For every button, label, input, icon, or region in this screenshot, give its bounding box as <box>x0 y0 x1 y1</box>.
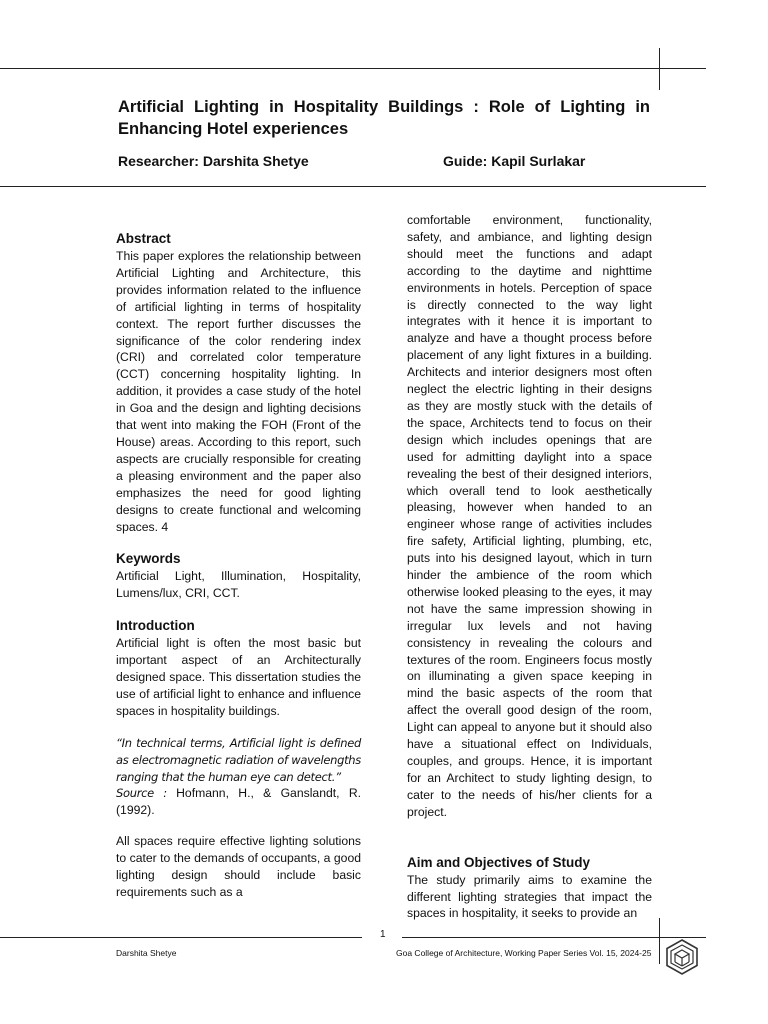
footer-series: Goa College of Architecture, Working Paper Series Vol. 15, 2024-25 <box>396 948 652 958</box>
keywords-heading: Keywords <box>116 551 181 567</box>
aim-heading: Aim and Objectives of Study <box>407 854 591 870</box>
abstract-text: This paper explores the relationship between Artificial Lighting and Architecture, this provides information related to the influence of artificial lighting in terms of hospitality context. The report further discusses the significance of the color rendering index (CRI) and correlated color temperature (CCT) concerning hospitality lighting. In addition, it provides a case study of the hotel in Goa and the design and lighting decisions that went into making the FOH (Front of the House) areas. According to this report, such aspects are crucially responsible for creating a pleasing environment and the paper also emphasizes the need for good lighting designs to create functional and welcoming spaces. 4 <box>116 249 361 534</box>
footer-rule-right <box>402 937 706 938</box>
header-bottom-rule <box>0 186 706 187</box>
footer-author: Darshita Shetye <box>116 948 177 958</box>
paper-title: Artificial Lighting in Hospitality Buildings : Role of Lighting in Enhancing Hotel experiences <box>118 98 650 138</box>
introduction-heading: Introduction <box>116 618 195 634</box>
definition-quote: “In technical terms, Artificial light is defined as electromagnetic radiation of wavelengths ranging that the human eye can detect.” <box>116 735 361 784</box>
abstract-heading: Abstract <box>116 231 171 246</box>
footer-rule-left <box>0 937 362 938</box>
guide-name: Guide: Kapil Surlakar <box>443 153 586 169</box>
researcher-name: Researcher: Darshita Shetye <box>118 153 309 169</box>
right-column <box>407 212 652 922</box>
source-label: Source : <box>116 786 167 801</box>
introduction-continuation-text: comfortable environment, functionality, safety, and ambiance, and lighting design should meet the functions and adapt according to the daytime and nighttime environments in hotels. Perception of space is directly connected to the way light integrates with it hence it is important to analyze and have a thought process before placement of any light fixtures in a building. Architects and interior designers most often neglect the electric lighting in their designs as they are mostly stuck with the details of the space, Architects tend to focus on their design which includes openings that are used for admitting daylight into a space revealing the best of their designed interiors, which overall tend to look aesthetically pleasing, however when handed to an engineer whose range of activities includes fire safety, Artificial lighting, plumbing, etc, puts into his designed layout, which in turn hinder the ambience of the room which otherwise looked pleasing to the eyes, it may not have the same impression showing in irregular lux levels and not having consistency in revealing the colours and textures of the room. Engineers focus mostly on illuminating a given space keeping in mind the basic aspects of the room that affect the overall good design of the room, Light can appeal to anyone but it should also have a situational effect on Individuals, couples, and groups. Hence, it is important for an Architect to study lighting design, to cater to the needs of his/her clients for a project. <box>407 213 652 819</box>
top-rule <box>0 68 706 69</box>
introduction-text: Artificial light is often the most basic but important aspect of an Architecturally designed space. This dissertation studies the use of artificial light to enhance and influence spaces in hospitality buildings. <box>116 636 361 718</box>
footer-corner-tick <box>659 918 660 964</box>
page-number: 1 <box>380 929 386 940</box>
left-column <box>116 230 361 901</box>
cube-logo-icon <box>664 939 700 975</box>
source-citation: Hofmann, H., & Ganslandt, R. (1992). <box>116 786 362 818</box>
quote-source <box>116 785 361 819</box>
aim-text: The study primarily aims to examine the different lighting strategies that impact the spaces in hospitality, it seeks to provide an <box>407 872 652 921</box>
spaces-text: All spaces require effective lighting solutions to cater to the demands of occupants, a good lighting design should include basic requirements such as a <box>116 834 361 899</box>
keywords-text: Artificial Light, Illumination, Hospitality, Lumens/lux, CRI, CCT. <box>116 569 361 601</box>
top-corner-tick <box>659 48 660 90</box>
